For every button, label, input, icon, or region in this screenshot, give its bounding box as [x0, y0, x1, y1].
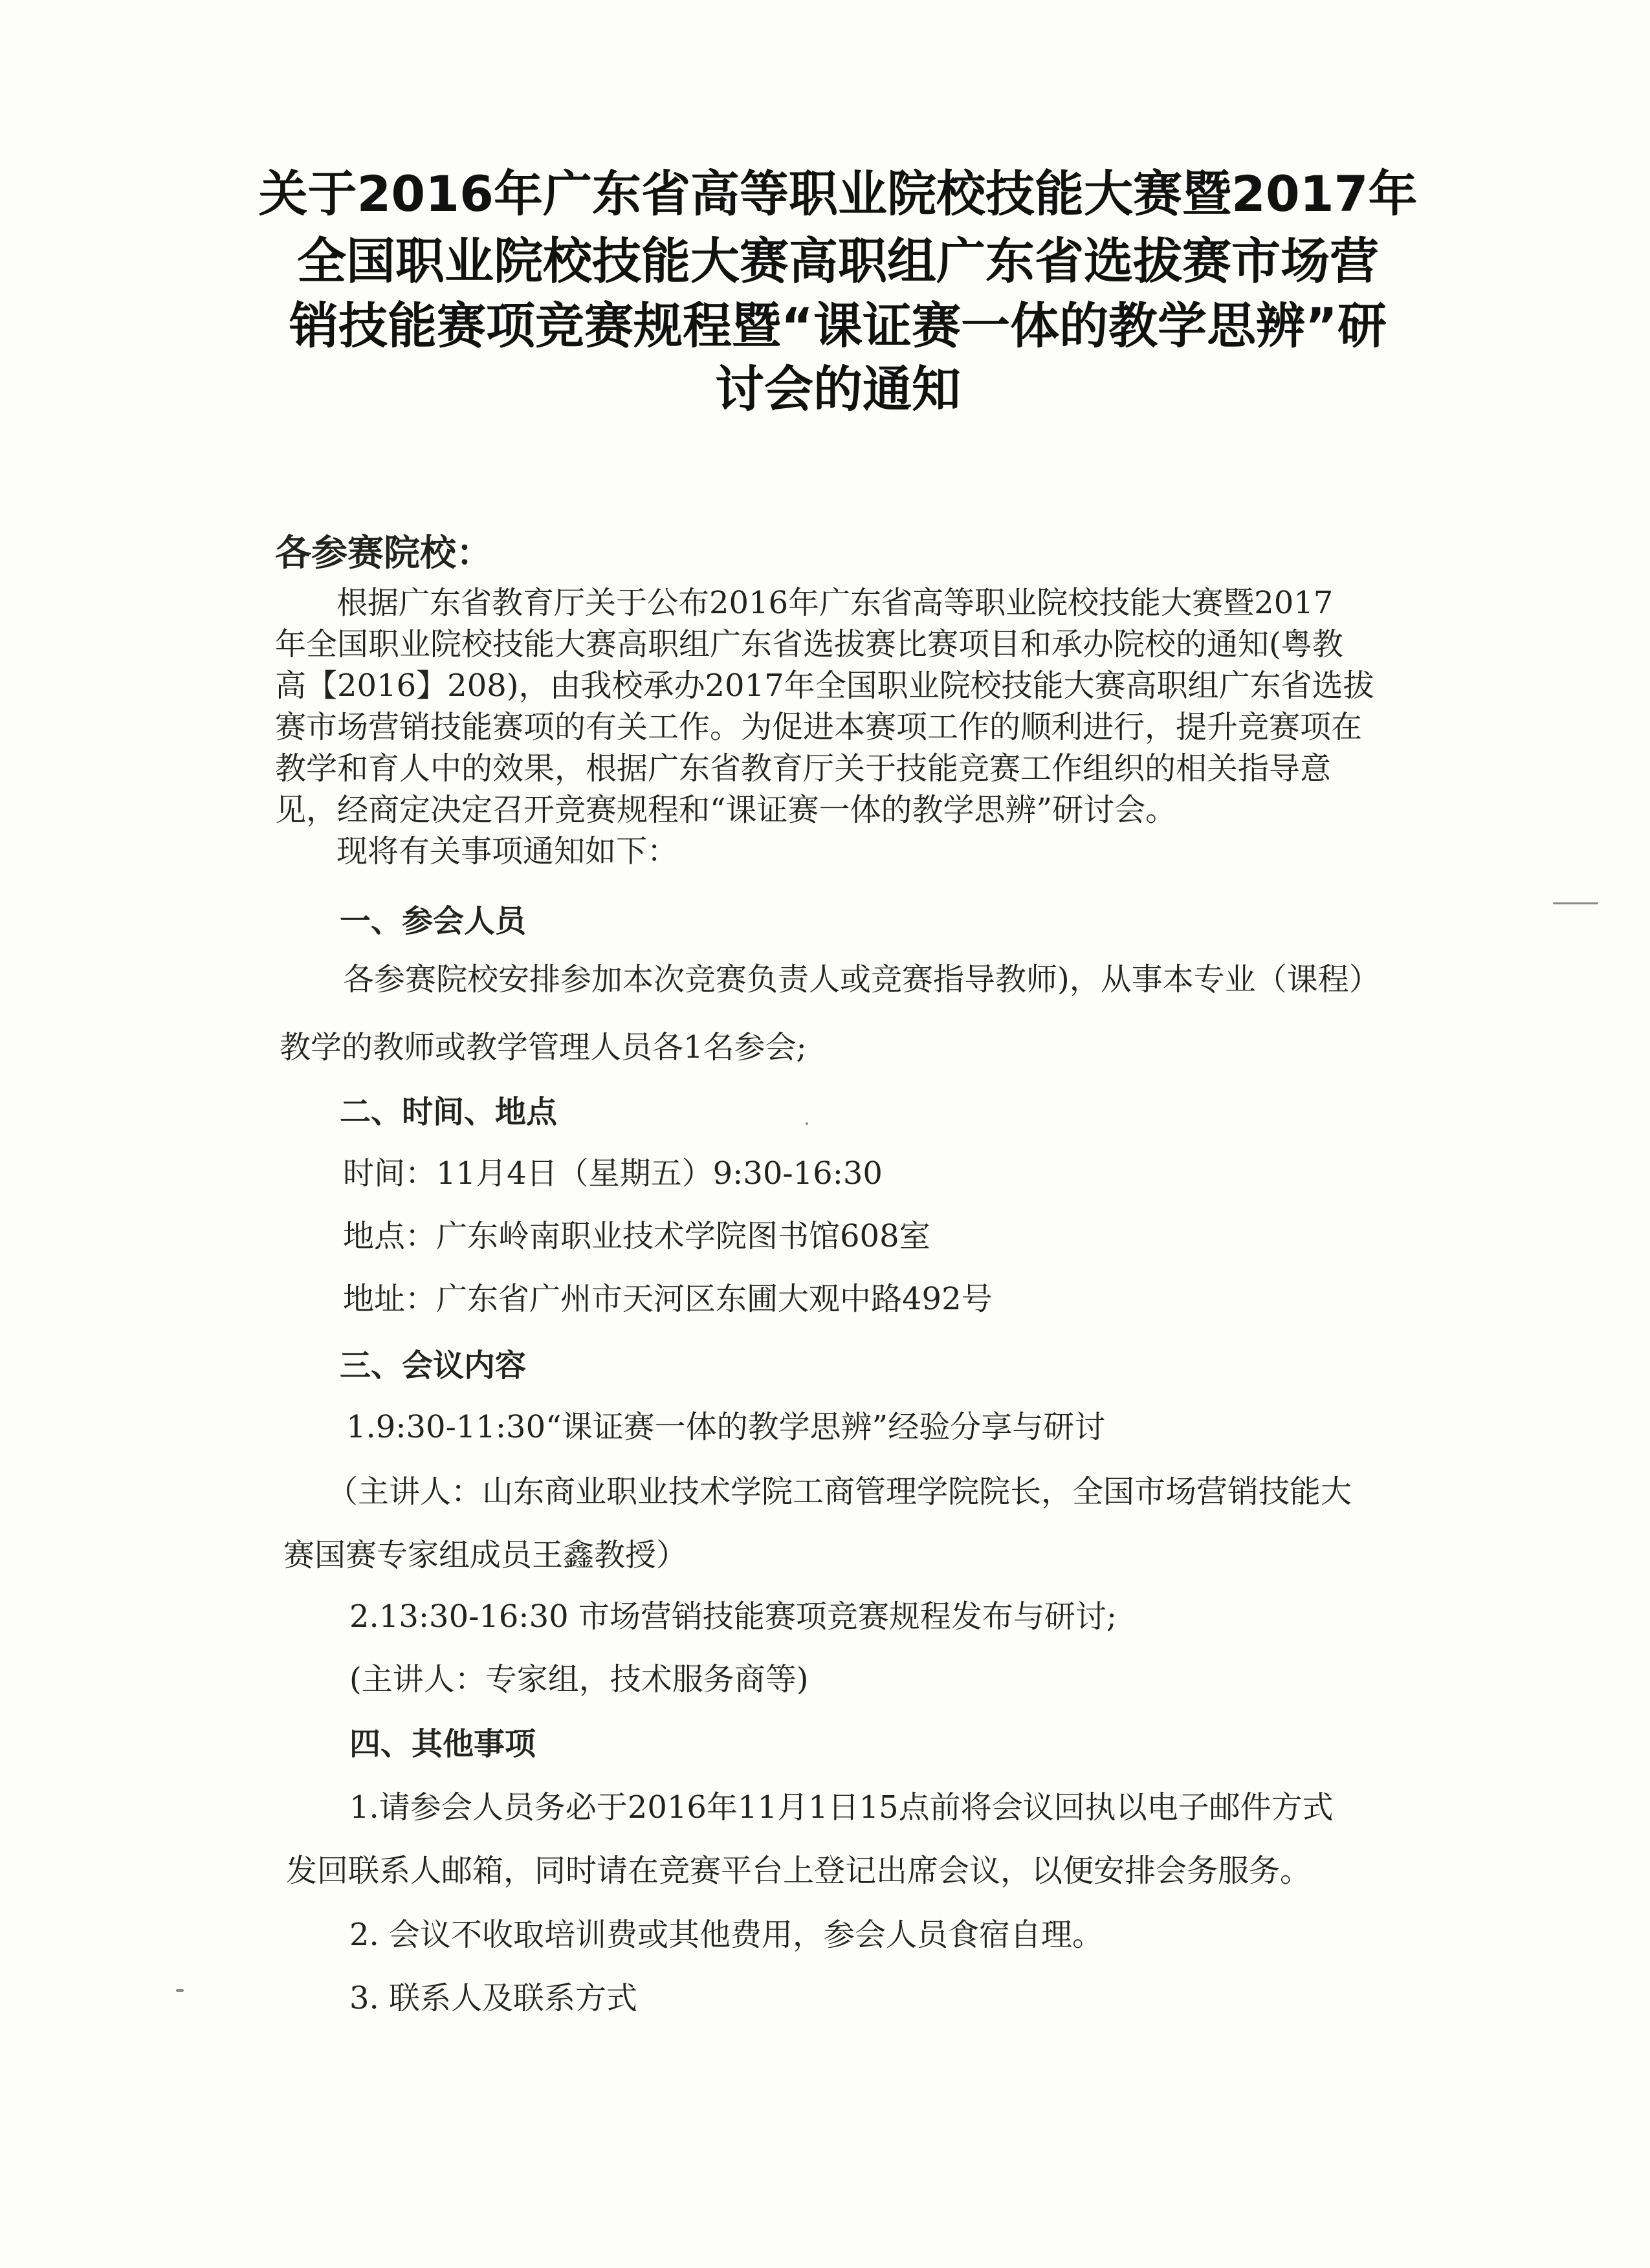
meeting-time: 时间：11月4日（星期五）9:30-16:30 [343, 1155, 883, 1192]
intro-line-6: 见，经商定决定召开竞赛规程和“课证赛一体的教学思辨”研讨会。 [275, 792, 1177, 828]
agenda-item-1-speaker-line-2: 赛国赛专家组成员王鑫教授） [283, 1537, 688, 1573]
intro-line-4: 赛市场营销技能赛项的有关工作。为促进本赛项工作的顺利进行，提升竞赛项在 [275, 709, 1363, 745]
meeting-address: 地址：广东省广州市天河区东圃大观中路492号 [343, 1281, 993, 1317]
agenda-item-2-speaker: (主讲人：专家组，技术服务商等) [349, 1661, 809, 1697]
scan-speck [176, 1989, 184, 1992]
intro-line-5: 教学和育人中的效果，根据广东省教育厅关于技能竞赛工作组织的相关指导意 [275, 750, 1332, 787]
scan-speck [1553, 902, 1598, 904]
other-item-2: 2. 会议不收取培训费或其他费用，参会人员食宿自理。 [349, 1917, 1104, 1953]
intro-line-7: 现将有关事项通知如下： [336, 833, 679, 869]
section-1-line-1: 各参赛院校安排参加本次竞赛负责人或竞赛指导教师)，从事本专业（课程） [343, 961, 1380, 998]
notice-title-line-4: 讨会的通知 [715, 360, 961, 418]
intro-line-3: 高【2016】208)，由我校承办2017年全国职业院校技能大赛高职组广东省选拔 [275, 668, 1374, 704]
notice-title-line-2: 全国职业院校技能大赛高职组广东省选拔赛市场营 [297, 232, 1379, 290]
other-item-3: 3. 联系人及联系方式 [349, 1980, 638, 2016]
agenda-item-1-speaker-line-1: （主讲人：山东商业职业技术学院工商管理学院院长，全国市场营销技能大 [327, 1474, 1352, 1510]
agenda-item-1: 1.9:30-11:30“课证赛一体的教学思辨”经验分享与研讨 [346, 1409, 1106, 1445]
intro-line-2: 年全国职业院校技能大赛高职组广东省选拔赛比赛项目和承办院校的通知(粤教 [275, 626, 1343, 662]
other-item-1-line-2: 发回联系人邮箱，同时请在竞赛平台上登记出席会议，以便安排会务服务。 [286, 1853, 1312, 1889]
notice-title-line-3: 销技能赛项竞赛规程暨“课证赛一体的教学思辨”研 [289, 297, 1387, 354]
section-3-heading: 三、会议内容 [340, 1347, 527, 1384]
section-2-heading: 二、时间、地点 [340, 1094, 558, 1130]
intro-line-1: 根据广东省教育厅关于公布2016年广东省高等职业院校技能大赛暨2017 [336, 585, 1334, 621]
section-1-line-2: 教学的教师或教学管理人员各1名参会; [280, 1029, 807, 1065]
agenda-item-2: 2.13:30-16:30 市场营销技能赛项竞赛规程发布与研讨; [349, 1598, 1117, 1635]
notice-title-line-1: 关于2016年广东省高等职业院校技能大赛暨2017年 [258, 165, 1418, 223]
meeting-place: 地点：广东岭南职业技术学院图书馆608室 [343, 1218, 930, 1254]
other-item-1-line-1: 1.请参会人员务必于2016年11月1日15点前将会议回执以电子邮件方式 [349, 1789, 1334, 1826]
section-1-heading: 一、参会人员 [340, 903, 527, 939]
scan-speck [806, 1122, 808, 1125]
salutation: 各参赛院校： [275, 532, 492, 574]
section-4-heading: 四、其他事项 [349, 1726, 536, 1762]
